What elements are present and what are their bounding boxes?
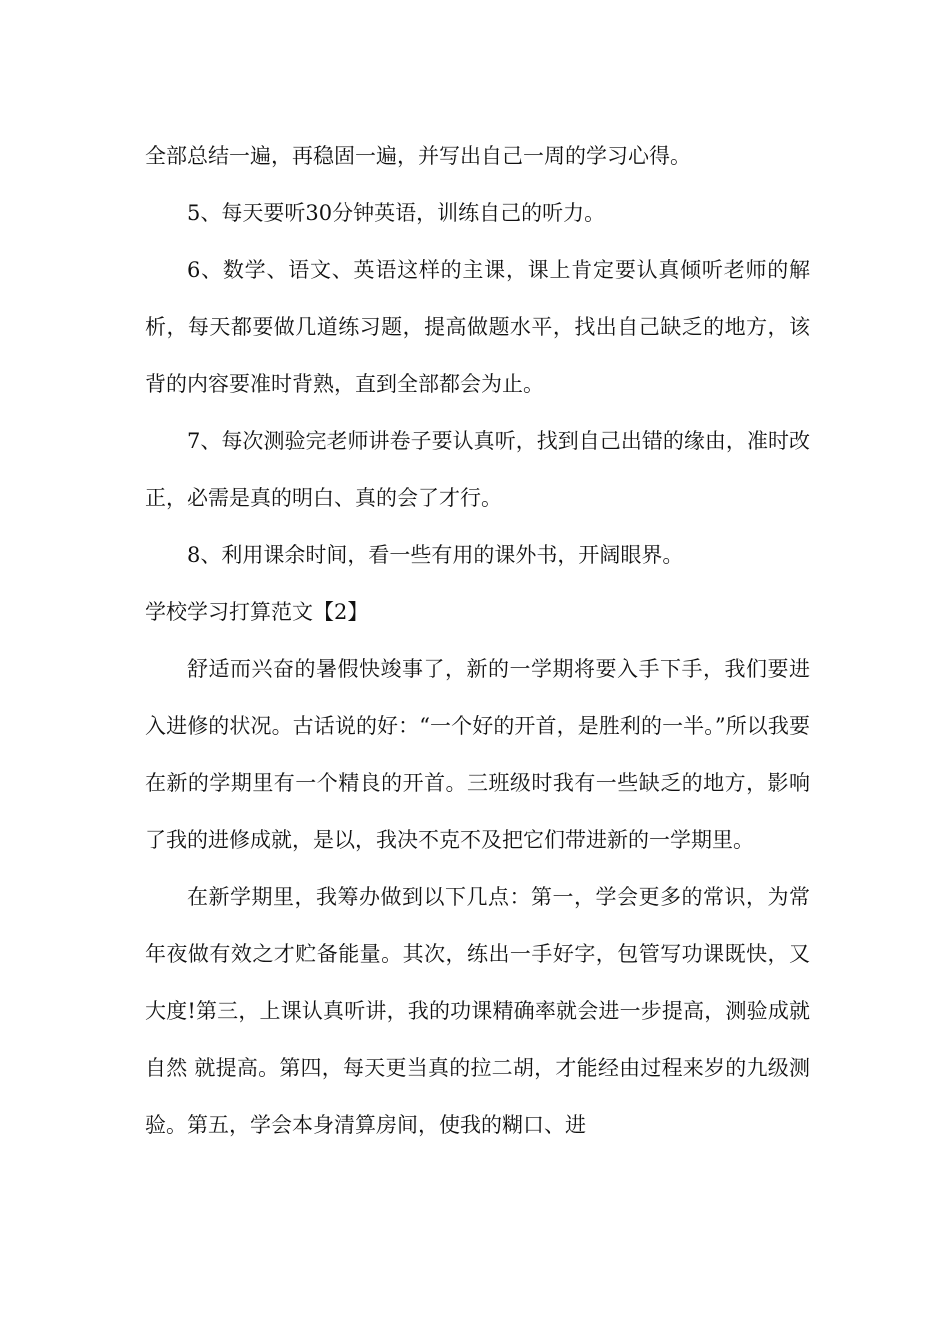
paragraph: 5、每天要听30分钟英语，训练自己的听力。 xyxy=(187,201,606,225)
paragraph: 6、数学、语文、英语这样的主课，课上肯定要认真倾听老师的解析，每天都要做几道练习题，提高做题水平，找出自己缺乏的地方，该背的内容要准时背熟，直到全部都会为止。 xyxy=(145,258,810,396)
paragraph: 在新学期里，我筹办做到以下几点：第一，学会更多的常识，为常年夜做有效之才贮备能量。其次，练出一手好字，包管写功课既快，又大度!第三，上课认真听讲，我的功课精确率就会进一步提高，测验成就自然 就提高。第四，每天更当真的拉二胡，才能经由过程来岁的九级测验。第五，学会本身清算房间，使我的糊口、进 xyxy=(145,885,810,1137)
paragraph: 7、每次测验完老师讲卷子要认真听，找到自己出错的缘由，准时改正，必需是真的明白、真的会了才行。 xyxy=(145,429,810,510)
section-heading: 学校学习打算范文【2】 xyxy=(145,600,369,624)
paragraph: 舒适而兴奋的暑假快竣事了，新的一学期将要入手下手，我们要进入进修的状况。古话说的好：“一个好的开首，是胜利的一半。”所以我要在新的学期里有一个精良的开首。三班级时我有一些缺乏的地方，影响了我的进修成就，是以，我决不克不及把它们带进新的一学期里。 xyxy=(145,657,810,852)
paragraph: 8、利用课余时间，看一些有用的课外书，开阔眼界。 xyxy=(187,543,684,567)
document-body xyxy=(145,128,810,1154)
paragraph: 全部总结一遍，再稳固一遍，并写出自己一周的学习心得。 xyxy=(145,144,691,168)
